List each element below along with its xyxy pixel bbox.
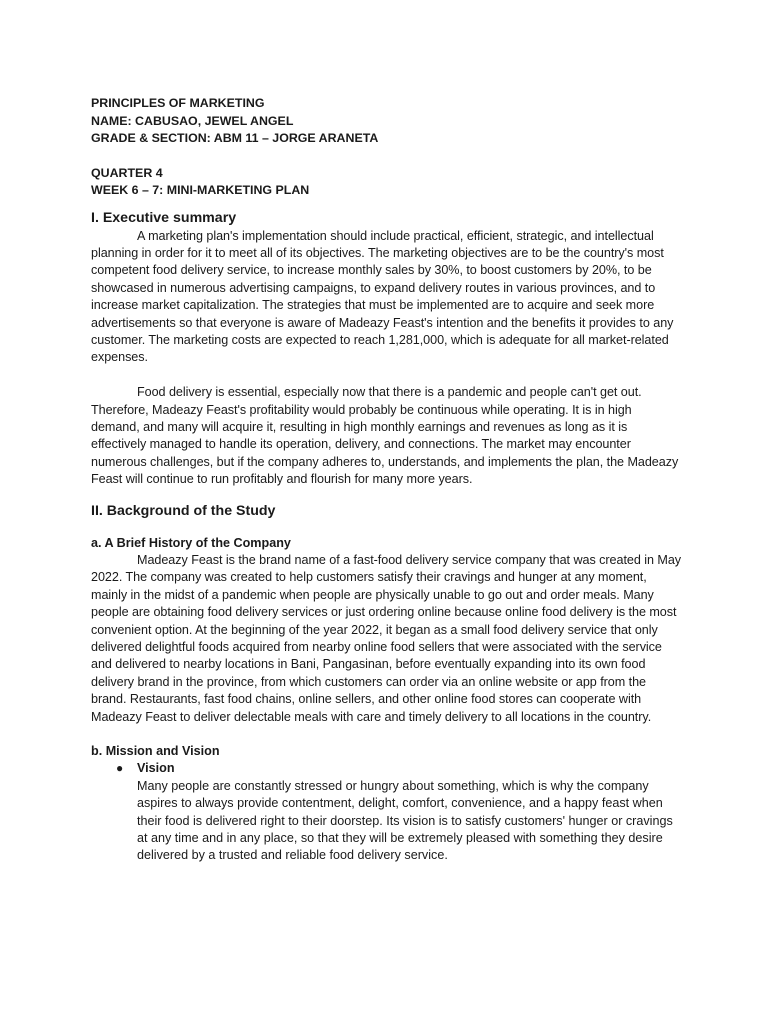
quarter-label: QUARTER 4	[91, 165, 163, 180]
course-title: PRINCIPLES OF MARKETING	[91, 96, 265, 110]
vision-label: Vision	[137, 761, 175, 776]
executive-summary-paragraph-1: A marketing plan's implementation should include practical, efficient, strategic, and intellectual planning in order for it to meet all of its objectives. The marketing objectives are to be the country's most competent food delivery service, to increase monthly sales by 30%, to boost customers by 20%, to be showcased in numerous advertising campaigns, to expand delivery routes in various provinces, and to increase market capitalization. The strategies that must be implemented are to acquire and seek more advertisements so that everyone is aware of Madeazy Feast's intention and the benefits it provides to any customer. The marketing costs are expected to reach 1,281,000, which is adequate for all market-related expenses.	[91, 228, 674, 365]
executive-summary-heading: I. Executive summary	[91, 209, 237, 226]
background-heading: II. Background of the Study	[91, 502, 276, 519]
background-section	[91, 501, 683, 865]
company-history-paragraph: Madeazy Feast is the brand name of a fast-food delivery service company that was created in May 2022. The company was created to help customers satisfy their cravings and hunger at any moment, mainly in the midst of a pandemic when people are physically unable to go out and order meals. Many people are obtaining food delivery services or just ordering online because online food delivery is the most convenient option. At the beginning of the year 2022, it began as a small food delivery service that only delivered delightful foods acquired from nearby online food sellers that were associated with the service and delivered to nearby locations in Bani, Pangasinan, before eventually expanding into its own food delivery brand in the province, from which customers can order via an online website or app from the brand. Restaurants, fast food chains, online sellers, and other online food stores can cooperate with Madeazy Feast to deliver delectable meals with care and timely delivery to all locations in the country.	[91, 552, 682, 724]
week-label: WEEK 6 – 7: MINI-MARKETING PLAN	[91, 183, 310, 197]
vision-text: Many people are constantly stressed or hungry about something, which is why the company aspires to always provide contentment, delight, comfort, convenience, and a happy feast when their food is delivered right to their doorstep. Its vision is to satisfy customers' hunger or cravings at any time and in any place, so that they will be extremely pleased with something they desire delivered by a trusted and reliable food delivery service.	[137, 778, 673, 863]
header-spacer	[91, 148, 683, 165]
grade-section: GRADE & SECTION: ABM 11 – JORGE ARANETA	[91, 131, 379, 145]
mission-vision-list	[91, 760, 683, 864]
mission-vision-heading: b. Mission and Vision	[91, 744, 220, 759]
bullet-icon: ●	[116, 761, 124, 776]
document-header	[91, 95, 683, 200]
executive-summary-section	[91, 208, 683, 489]
student-name: NAME: CABUSAO, JEWEL ANGEL	[91, 113, 294, 128]
executive-summary-paragraph-2: Food delivery is essential, especially now that there is a pandemic and people can't get out. Therefore, Madeazy Feast's profitability would probably be continuous while operating. It is in high demand, and many will acquire it, resulting in high monthly earnings and revenues as long as it is effectively managed to handle its operation, delivery, and connections. The market may encounter numerous challenges, but if the company adheres to, understands, and implements the plan, the Madeazy Feast will continue to run profitably and flourish for many more years.	[91, 385, 679, 487]
company-history-heading: a. A Brief History of the Company	[91, 535, 291, 550]
list-item-vision	[91, 760, 683, 864]
document-body	[91, 95, 683, 865]
